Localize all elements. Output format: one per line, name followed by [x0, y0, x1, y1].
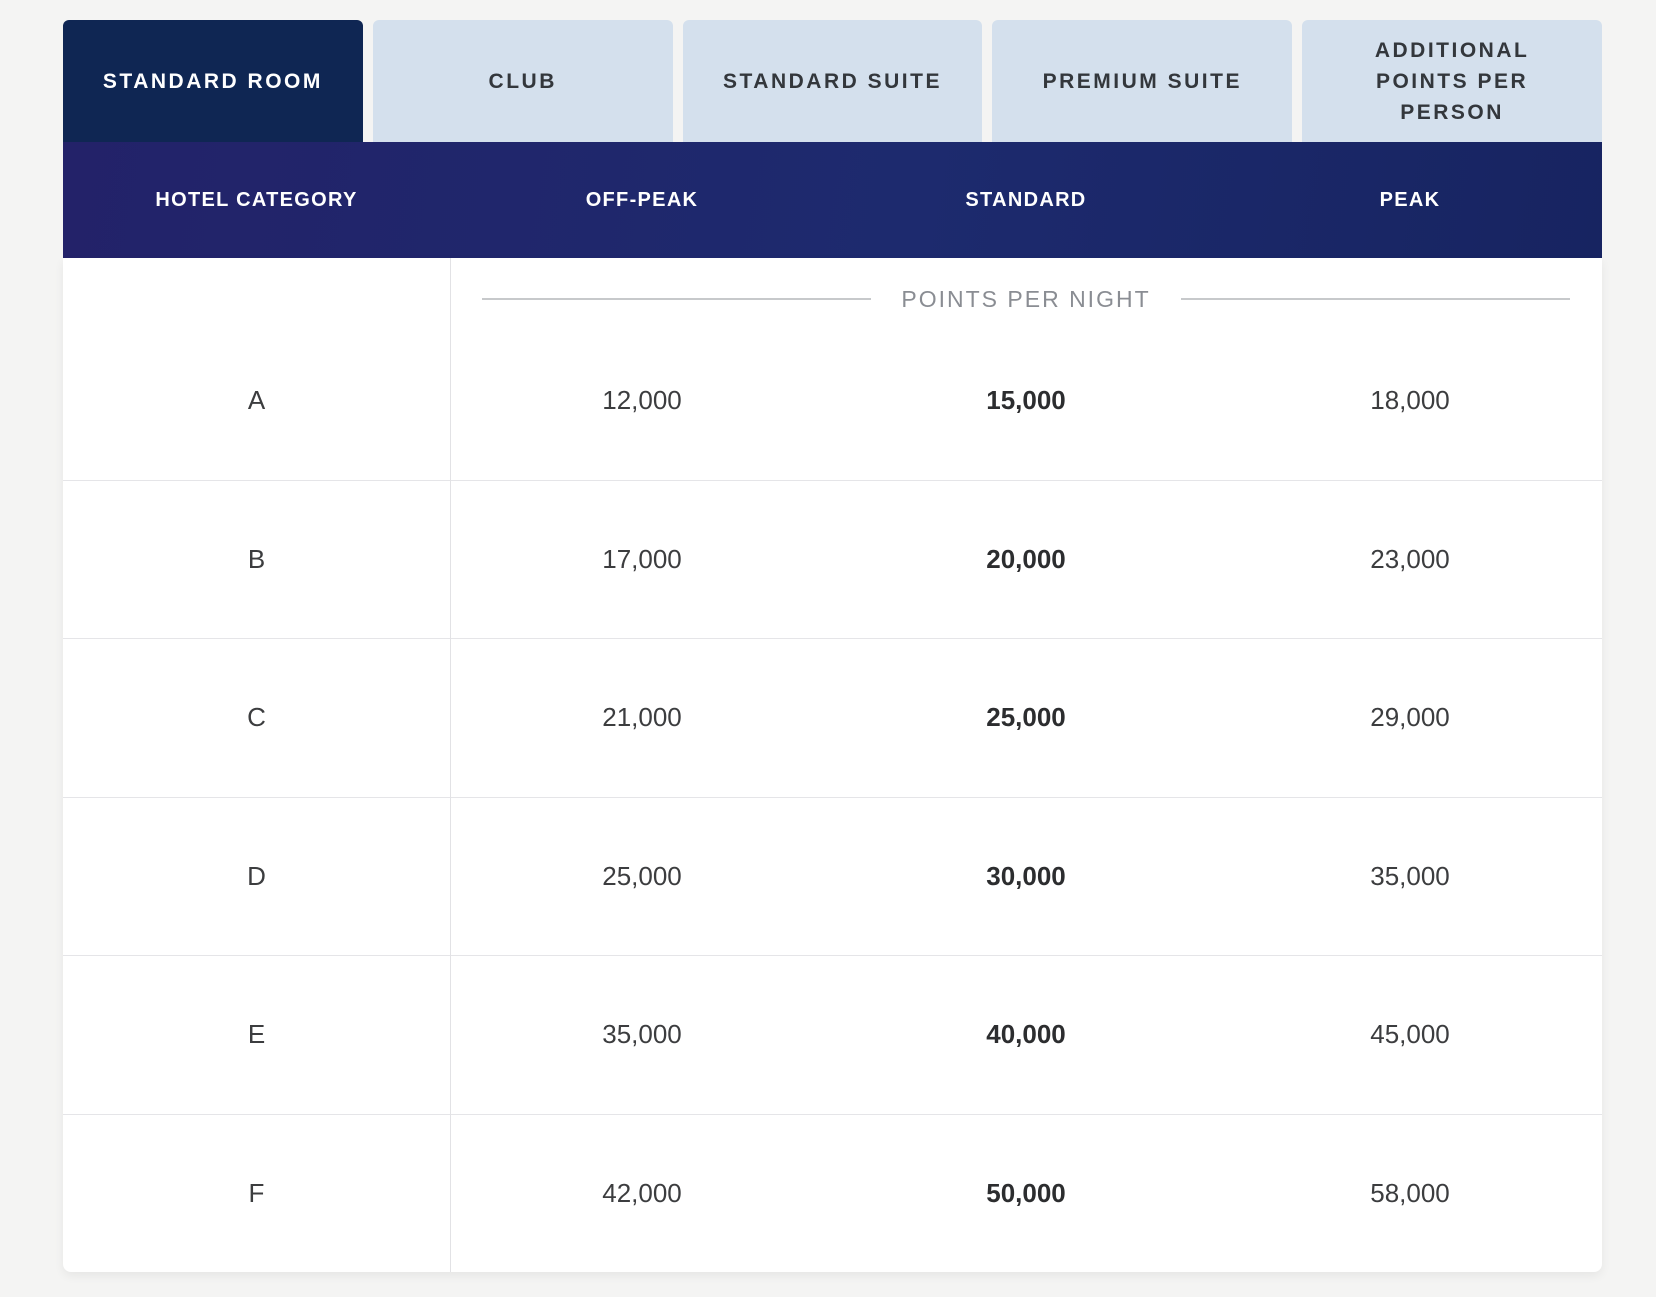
header-hotel-category: HOTEL CATEGORY — [155, 188, 358, 211]
standard-cell: 50,000 — [986, 1177, 1066, 1208]
category-cell: E — [247, 1019, 266, 1050]
category-cell: C — [247, 702, 266, 733]
peak-cell: 45,000 — [1370, 1019, 1450, 1050]
off-peak-cell: 35,000 — [602, 1019, 682, 1050]
points-per-night-caption-row — [63, 258, 1602, 322]
tab-label: PREMIUM SUITE — [1042, 69, 1242, 93]
tab-label: STANDARD ROOM — [102, 69, 323, 93]
table-row — [63, 322, 1602, 480]
category-cell: F — [248, 1177, 265, 1208]
caption-area — [450, 268, 1602, 313]
tab-standard-room[interactable] — [63, 20, 363, 142]
table-row — [63, 955, 1602, 1114]
tab-label: CLUB — [488, 69, 557, 93]
award-chart-widget — [63, 20, 1602, 1272]
table-row — [63, 638, 1602, 797]
room-type-tabs — [63, 20, 1602, 142]
table-body — [63, 258, 1602, 1272]
peak-cell: 35,000 — [1370, 860, 1450, 891]
tab-standard-suite[interactable] — [683, 20, 983, 142]
table-row — [63, 797, 1602, 956]
header-standard: STANDARD — [965, 188, 1087, 211]
tab-premium-suite[interactable] — [992, 20, 1292, 142]
peak-cell: 18,000 — [1370, 385, 1450, 416]
category-cell: D — [247, 860, 266, 891]
tab-additional-points-per-person[interactable] — [1302, 20, 1602, 142]
off-peak-cell: 25,000 — [602, 860, 682, 891]
table-row — [63, 1114, 1602, 1273]
points-per-night-label: POINTS PER NIGHT — [901, 285, 1151, 312]
table-header-row — [63, 142, 1602, 258]
header-off-peak: OFF-PEAK — [585, 188, 699, 211]
table-row — [63, 480, 1602, 639]
header-peak: PEAK — [1379, 188, 1441, 211]
tab-label: STANDARD SUITE — [723, 69, 942, 93]
tab-label: ADDITIONAL POINTS PER PERSON — [1374, 38, 1530, 124]
standard-cell: 30,000 — [986, 860, 1066, 891]
caption-line-left — [482, 298, 871, 300]
off-peak-cell: 12,000 — [602, 385, 682, 416]
peak-cell: 58,000 — [1370, 1177, 1450, 1208]
category-cell: A — [247, 385, 266, 416]
standard-cell: 25,000 — [986, 702, 1066, 733]
caption-line-right — [1181, 298, 1570, 300]
standard-cell: 20,000 — [986, 543, 1066, 574]
peak-cell: 23,000 — [1370, 543, 1450, 574]
peak-cell: 29,000 — [1370, 702, 1450, 733]
category-cell: B — [247, 543, 266, 574]
off-peak-cell: 17,000 — [602, 543, 682, 574]
standard-cell: 40,000 — [986, 1019, 1066, 1050]
off-peak-cell: 42,000 — [602, 1177, 682, 1208]
off-peak-cell: 21,000 — [602, 702, 682, 733]
standard-cell: 15,000 — [986, 385, 1066, 416]
tab-club[interactable] — [373, 20, 673, 142]
column-divider — [450, 258, 451, 1272]
